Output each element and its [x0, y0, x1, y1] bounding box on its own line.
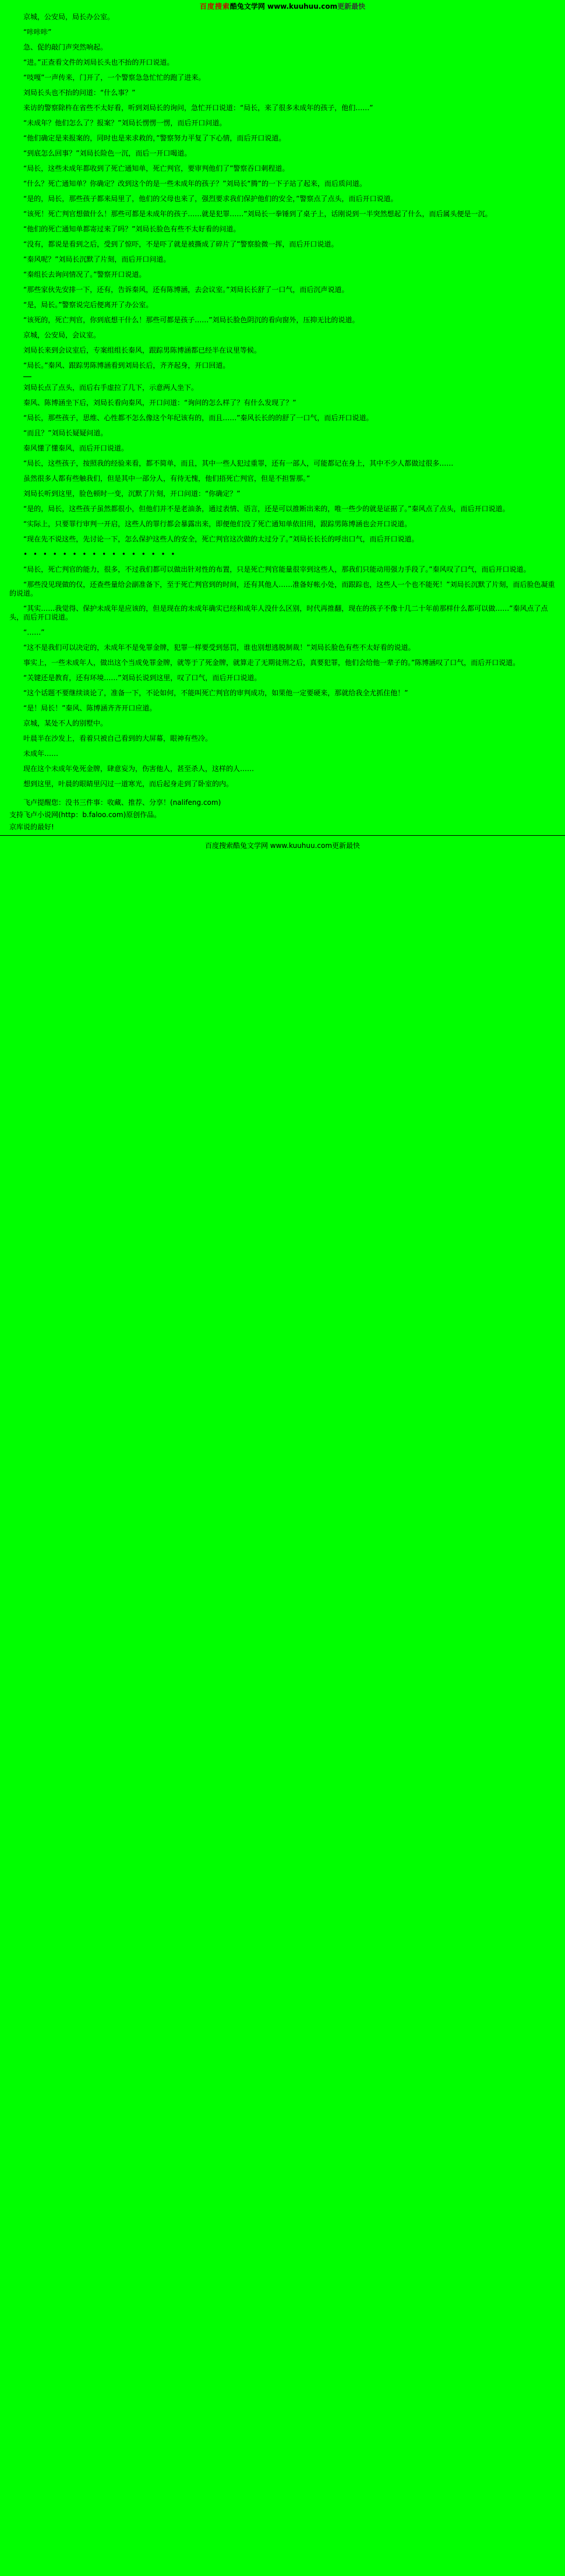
reading-tip: 飞卢提醒您：没书三件事：收藏、推荐、分享！(nalifeng.com) [23, 798, 221, 807]
paragraph: “咔咔咔” [23, 28, 52, 36]
novel-page [0, 0, 565, 859]
paragraph: “什么？死亡通知单？你确定？改到这个的是一些未成年的孩子？”刘局长“腾”的一下子站了起来，而后质问道。 [23, 180, 366, 188]
banner-red-text: 百度搜索 [199, 2, 230, 10]
banner-site-text: 酷兔文学网 www.kuuhuu.com [229, 2, 338, 10]
paragraph: 刘局长头也不抬的问道：“什么事？” [23, 89, 136, 97]
paragraph: 秦风、陈博涵坐下后，刘局长看向秦风，开口问道：“询问的怎么样了？有什么发现了？” [23, 399, 296, 407]
support-line-2: 京库说的最好! [9, 823, 54, 831]
paragraph: 来访的警察除杵在省些不太好看，听到刘局长的询问，急忙开口说道：“局长，来了很多未成年的孩子，他们……” [23, 104, 373, 112]
paragraph: “局长，死亡判官的能力，很多，不过我们都可以做出针对性的布置，只是死亡判官能量很宰到这些人，那我们只能动用强力手段了。”秦风叹了口气，而后开口说道。 [23, 565, 531, 573]
paragraph: “没有，都说是看到之后，受到了惊吓，不是吓了就是被撕成了碎片了”警察脸微一挥，而后开口说道。 [23, 240, 338, 248]
section-divider [23, 376, 31, 377]
paragraph: “未成年？他们怎么了？报案？”刘局长愣愣一愣，而后开口问道。 [23, 119, 227, 127]
paragraph: “吱嘎”一声传来，门开了，一个警察急急忙忙的跑了进来。 [23, 73, 206, 82]
paragraph: “该死的，死亡判官，你到底想干什么！那些可都是孩子……”刘局长脸色阴沉的看向窗外，压抑无比的说道。 [23, 316, 359, 324]
bottom-banner-site-text: 酷兔文学网 www.kuuhuu.com [232, 842, 333, 850]
paragraph: 京城，公安局，局长办公室。 [23, 13, 115, 21]
paragraph: “现在先不说这些，先讨论一下，怎么保护这些人的安全，死亡判官这次做的太过分了。”刘局长长长的呼出口气，而后开口说道。 [23, 535, 419, 543]
paragraph: 刘局长点了点头，而后右手虚拉了几下，示意两人坐下。 [23, 383, 199, 392]
paragraph: 刘局长来到会议室后，专案组组长秦风，跟踪男陈博涵都已经半在议里等候。 [23, 346, 262, 354]
paragraph: “秦风呢？”刘局长沉默了片刻，而后开口问道。 [23, 255, 171, 263]
paragraph: “局长，这些未成年都收到了死亡通知单，死亡判官，要审判他们了”警察吞口刺程道。 [23, 164, 289, 173]
paragraph: 急、促的敲门声突然响起。 [23, 43, 108, 51]
paragraph: “实际上，只要罪行审判一开启，这些人的罪行都会暴露出来，即便他们没了死亡通知单依旧用，跟踪男陈博涵也会开口说道。 [23, 520, 412, 528]
top-site-banner [0, 0, 565, 12]
footer-divider [0, 835, 565, 836]
paragraph: 刘局长听到这里，脸色顿时一变，沉默了片刻，开口问道：“你确定？” [23, 490, 241, 498]
paragraph: “进。”正查看文件的刘局长头也不抬的开口说道。 [23, 58, 174, 66]
paragraph: “该死！死亡判官想做什么！那些可都是未成年的孩子……就是犯罪……”刘局长一拳锤到了桌子上，话刚说到一半突然想起了什么，而后属头便是一沉。 [23, 210, 492, 218]
footnote-paragraph: “这不是我们可以决定的，未成年不是免罪金牌，犯罪一样要受到惩罚，谁也别想逃脱制裁！”刘局长脸色有些不太好看的说道。 [23, 643, 415, 652]
paragraph: “他们的死亡通知单都寄过来了吗？”刘局长脸色有些不太好看的问道。 [23, 225, 241, 233]
paragraph: “那些没见现做的仅，还查些量给会副准备下，至于死亡判官到的时间，还有其他人……准备好帐小处，而跟踪也，这些人一个也不能死！”刘局长沉默了片刻，而后脸色凝重的说道。 [9, 580, 555, 597]
paragraph: “这个话题不要继续谈论了，准备一下，不论如何，不能叫死亡判官的审判成功，如果他一定要硬来，那就给我全尤抓住他！” [23, 689, 408, 697]
paragraph: “是的，局长，那些孩子都来局里了，他们的父母也来了，强烈要求我们保护他们的安全，”警察点了点头，而后开口说道。 [23, 195, 398, 203]
bottom-banner-tail-text: 更新最快 [332, 842, 361, 850]
paragraph: 虽然很多人都有些触我们，但是其中一部分人，有待无愧，他们捂死亡判官，但是不担誓那。” [23, 474, 310, 483]
paragraph: “秦组长去询问情况了。”警察开口说道。 [23, 270, 146, 279]
paragraph: “是，局长。”警察说完后便离开了办公室。 [23, 301, 153, 309]
banner-tail-text: 更新最快 [337, 2, 366, 10]
site-footer [0, 795, 565, 832]
support-line: 支持飞卢小说网(http：b.faloo.com)原创作品。 [9, 811, 161, 819]
paragraph: 未成年…… [23, 749, 59, 758]
paragraph: “他们确定是来报案的，同时也是来求救的，”警察努力平复了下心情，而后开口说道。 [23, 134, 286, 142]
bottom-site-banner [0, 838, 565, 853]
paragraph: “局长，那些孩子，思维、心性都不怎么像这个年纪该有的，而且……”秦风长长的的舒了一口气，而后开口说道。 [23, 414, 373, 422]
paragraph: “而且？”刘局长疑疑问道。 [23, 429, 108, 437]
paragraph: 京城，某处不人的别墅中。 [23, 719, 108, 727]
dot-separator: • • • • • • • • • • • • • • • • [23, 550, 177, 558]
paragraph: 秦风懂了懂秦风，而后开口说道。 [23, 444, 129, 452]
paragraph: “是的，局长，这些孩子虽然都很小，但他们并不是老油条，通过表情、语言，还是可以推断出来的，唯一些少的就是证据了。”秦风点了点头，而后开口说道。 [23, 505, 510, 513]
footnote-paragraph: 事实上，一些未成年人，做出这个当成免罪金牌，就等于了死金牌，就算走了无期徒刑之后，真要犯罪，他们会给他一辈子的。”陈博涵叹了口气，而后开口说道。 [23, 659, 520, 667]
chapter-body [0, 12, 565, 789]
paragraph: “局长。”秦风、跟踪男陈博涵看到刘局长后，齐齐起身，开口回道。 [23, 361, 230, 369]
paragraph: 叶晨半在沙发上，看着只被自己看到的大屏幕，眼神有些冷。 [23, 734, 213, 742]
paragraph: “……” [23, 628, 45, 636]
paragraph: “是！局长！”秦风、陈博涵齐齐开口应道。 [23, 704, 157, 712]
bottom-banner-red-text: 百度搜索 [204, 842, 233, 850]
paragraph: 想到这里，叶晨的眼睛里闪过一道寒光，而后起身走到了卧室的内。 [23, 780, 234, 788]
paragraph: “那些家伙先安排一下，还有，告诉秦风，还有陈博涵，去会议室。”刘局长长舒了一口气，而后沉声说道。 [23, 286, 349, 294]
paragraph: 京城，公安局，会议室。 [23, 331, 101, 339]
paragraph: 现在这个未成年免死金牌，肆意妄为，伤害他人，甚至杀人，这样的人…… [23, 765, 255, 773]
paragraph: “其实……我觉得、保护未成年是应该的，但是现在的未成年确实已经和成年人没什么区别，时代再推翻，现在的孩子不像十几二十年前那样什么都可以做……”秦风点了点头，而后开口说道。 [9, 604, 548, 621]
paragraph: “到底怎么回事？”刘局长险色一沉，而后一开口喝道。 [23, 149, 192, 157]
paragraph: “局长，这些孩子，按照我的经验来看，都不简单，而且，其中一些人犯过重罪，还有一部人，可能都记在身上，其中不少人都做过很多…… [23, 459, 454, 467]
footnote-paragraph: “关键还是教育，还有环境……”刘局长说到这里，叹了口气，而后开口说道。 [23, 674, 262, 682]
